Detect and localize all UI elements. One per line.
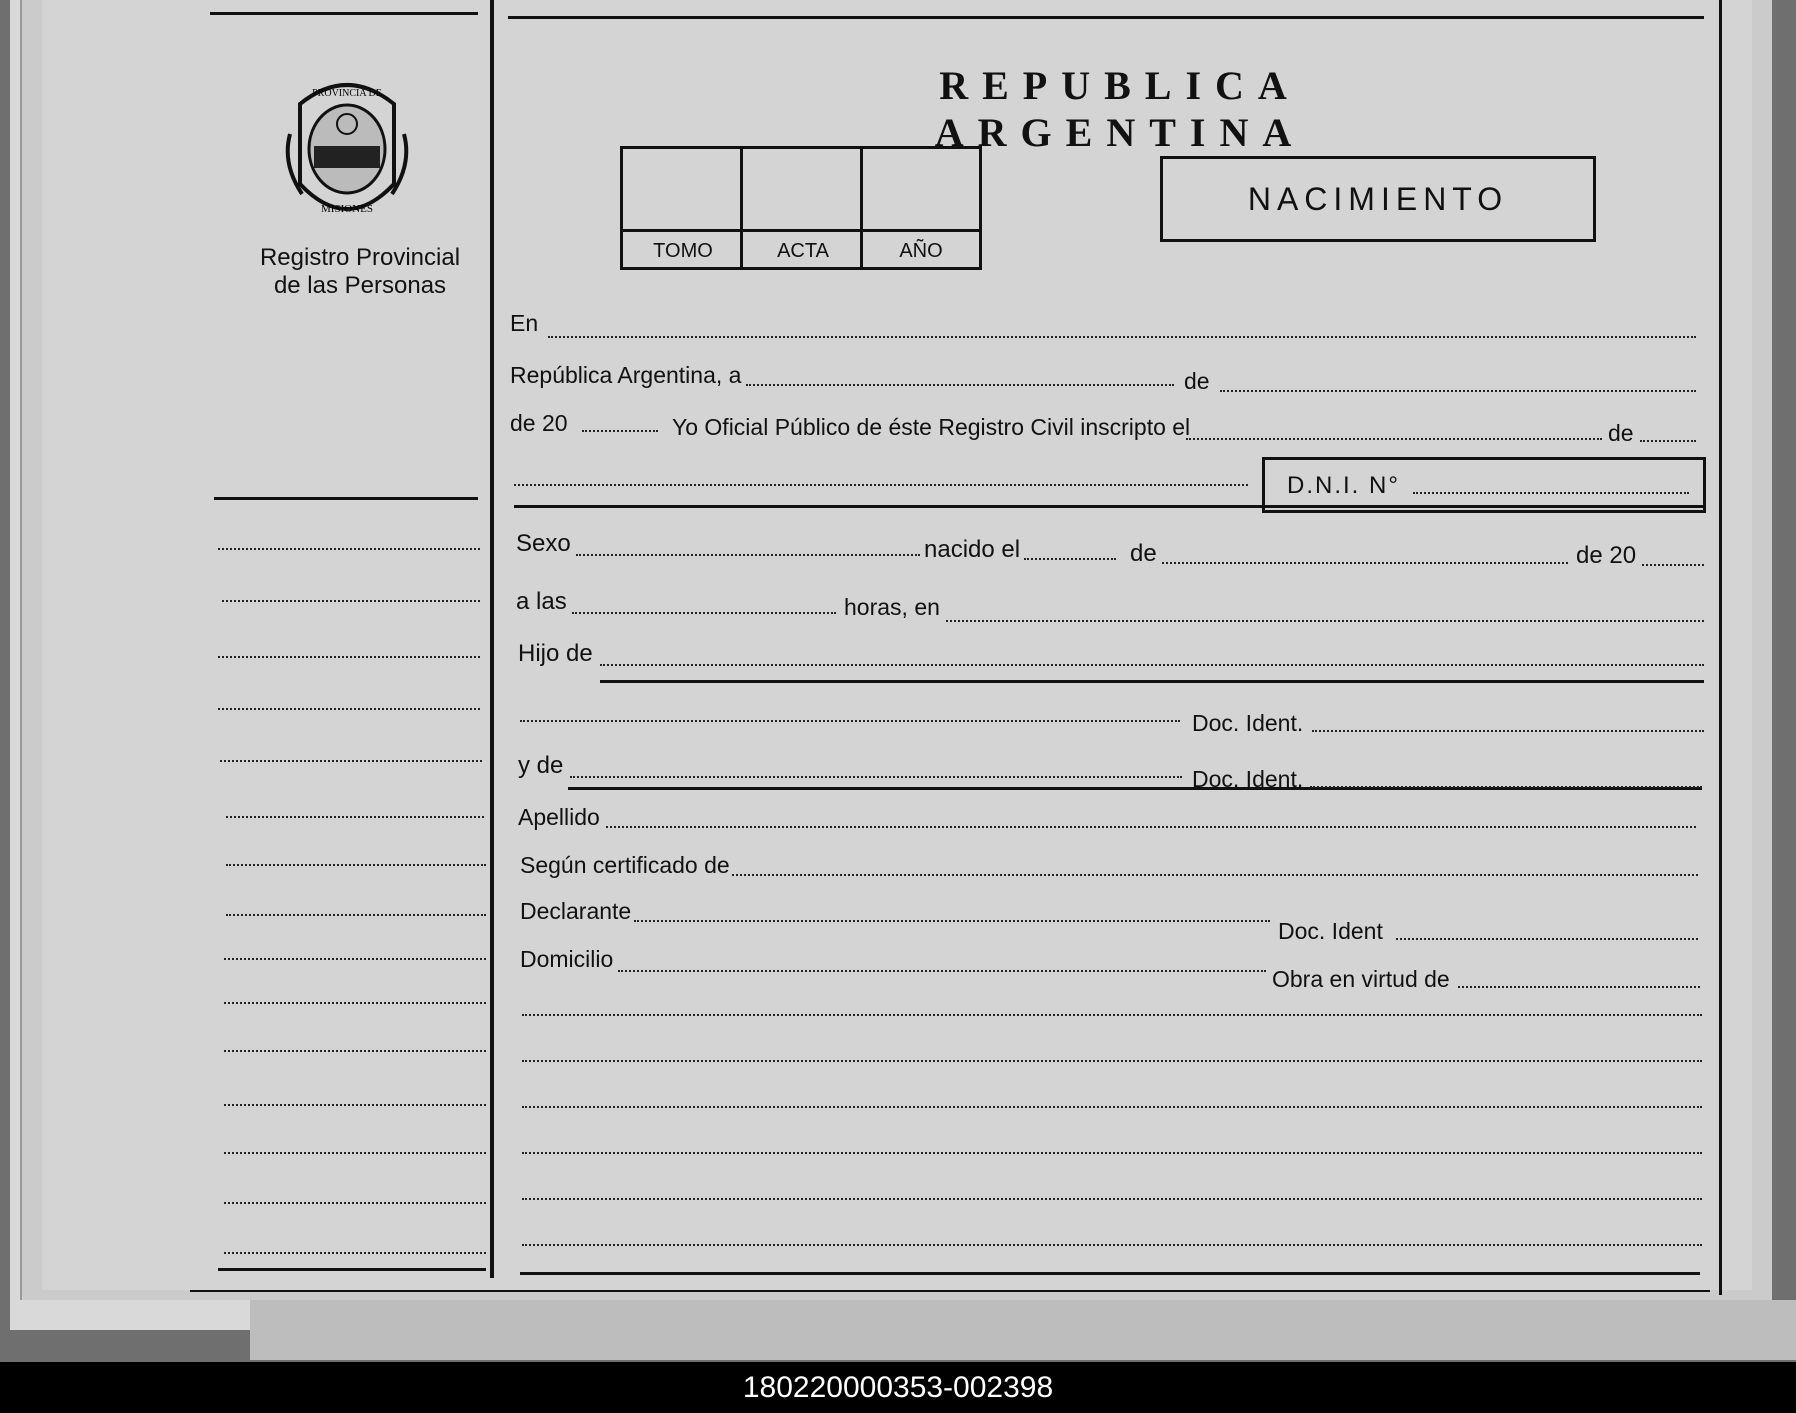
horas-label: horas, en xyxy=(844,594,940,620)
sidebar-line[interactable] xyxy=(222,600,480,602)
sidebar-line[interactable] xyxy=(218,656,480,658)
sidebar-line[interactable] xyxy=(218,708,480,710)
tomo-label: TOMO xyxy=(623,229,743,267)
seal-bottom-text: MISIONES xyxy=(321,203,373,215)
sexo-label: Sexo xyxy=(516,530,571,557)
sidebar-line[interactable] xyxy=(224,1152,486,1154)
rule-hijo xyxy=(600,680,1704,683)
lower-sheet xyxy=(250,1300,1796,1360)
notes-line[interactable] xyxy=(522,1198,1702,1200)
hijo-label: Hijo de xyxy=(518,640,593,667)
madre-field[interactable] xyxy=(570,776,1182,778)
sidebar-line[interactable] xyxy=(224,1252,486,1254)
document-type-box: NACIMIENTO xyxy=(1160,156,1596,242)
apellido-label: Apellido xyxy=(518,804,600,830)
sidebar-line[interactable] xyxy=(220,760,482,762)
sidebar-line[interactable] xyxy=(224,1202,486,1204)
rule-bottom-left xyxy=(218,1268,486,1271)
acta-label: ACTA xyxy=(743,229,863,267)
apellido-field[interactable] xyxy=(606,826,1696,828)
notes-line[interactable] xyxy=(522,1106,1702,1108)
sidebar-line[interactable] xyxy=(226,816,484,818)
seal-top-text: PROVINCIA DE xyxy=(312,88,382,99)
tomo-acta-ano-grid xyxy=(620,146,982,270)
provincial-seal-icon xyxy=(280,74,414,224)
rule-top-right xyxy=(508,16,1704,19)
de20-label-2: de 20 xyxy=(1576,542,1637,569)
divider-vertical-left xyxy=(490,0,494,1278)
year-field[interactable] xyxy=(582,430,658,432)
notes-line[interactable] xyxy=(522,1060,1702,1062)
divider-vertical-right xyxy=(1719,0,1722,1295)
rule-sidebar xyxy=(214,497,478,500)
padre-name-field[interactable] xyxy=(520,720,1180,722)
declarante-doc-field[interactable] xyxy=(1396,938,1698,940)
de-label-3: de xyxy=(1130,540,1157,567)
sidebar-line[interactable] xyxy=(224,958,486,960)
sidebar-line[interactable] xyxy=(224,1050,486,1052)
notes-line[interactable] xyxy=(522,1244,1702,1246)
ano-label: AÑO xyxy=(863,229,979,267)
nacido-year-field[interactable] xyxy=(1642,564,1704,566)
docident-label-3: Doc. Ident xyxy=(1278,918,1383,944)
nacido-label: nacido el xyxy=(924,536,1021,563)
notes-line[interactable] xyxy=(522,1152,1702,1154)
en-label: En xyxy=(510,310,539,336)
registro-line-2: de las Personas xyxy=(273,272,447,299)
registro-label xyxy=(220,244,500,300)
segun-label: Según certificado de xyxy=(520,852,730,878)
sidebar-line[interactable] xyxy=(224,1104,486,1106)
lugar-field[interactable] xyxy=(946,620,1704,622)
sidebar-line[interactable] xyxy=(218,548,480,550)
oficial-name-field[interactable] xyxy=(514,484,1248,486)
nacido-month-field[interactable] xyxy=(1162,562,1568,564)
sidebar-line[interactable] xyxy=(226,914,486,916)
dni-box xyxy=(1262,457,1706,513)
nacido-day-field[interactable] xyxy=(1024,558,1116,560)
declarante-label: Declarante xyxy=(520,898,632,924)
de-label-1: de xyxy=(1184,368,1210,394)
inscripto-month-field[interactable] xyxy=(1640,440,1696,442)
republica-month-field[interactable] xyxy=(1220,390,1696,392)
de20-label: de 20 xyxy=(510,410,568,436)
docident-label-1: Doc. Ident. xyxy=(1192,710,1304,736)
domicilio-label: Domicilio xyxy=(520,946,614,972)
padre-field[interactable] xyxy=(600,664,1704,666)
alas-label: a las xyxy=(516,588,567,615)
oficial-label: Yo Oficial Público de éste Registro Civil inscripto el xyxy=(672,414,1191,440)
image-id-label: 180220000353-002398 xyxy=(742,1371,1054,1404)
sidebar-line[interactable] xyxy=(224,1002,486,1004)
dni-label: D.N.I. N° xyxy=(1287,472,1400,499)
inscripto-field[interactable] xyxy=(1186,438,1602,440)
padre-doc-field[interactable] xyxy=(1312,730,1704,732)
de-label-2: de xyxy=(1608,420,1634,446)
republica-day-field[interactable] xyxy=(746,384,1174,386)
hora-field[interactable] xyxy=(572,612,836,614)
dni-field[interactable] xyxy=(1413,492,1689,494)
registro-line-1: Registro Provincial xyxy=(259,244,461,271)
notes-line[interactable] xyxy=(522,1014,1702,1016)
yde-label: y de xyxy=(518,752,564,779)
obra-label: Obra en virtud de xyxy=(1272,966,1450,992)
sidebar-line[interactable] xyxy=(226,864,486,866)
certificado-field[interactable] xyxy=(732,874,1698,876)
madre-doc-field[interactable] xyxy=(1310,786,1702,788)
obra-field[interactable] xyxy=(1458,986,1700,988)
declarante-field[interactable] xyxy=(634,920,1270,922)
en-field[interactable] xyxy=(548,336,1696,338)
docident-label-2: Doc. Ident. xyxy=(1192,766,1304,792)
republica-label: República Argentina, a xyxy=(510,362,742,388)
rule-sheet-edge xyxy=(190,1290,1710,1292)
rule-top-left xyxy=(210,12,478,15)
rule-bottom-right xyxy=(520,1272,1700,1275)
domicilio-field[interactable] xyxy=(618,970,1266,972)
sexo-field[interactable] xyxy=(576,554,920,556)
page-title: REPUBLICA ARGENTINA xyxy=(934,63,1306,155)
